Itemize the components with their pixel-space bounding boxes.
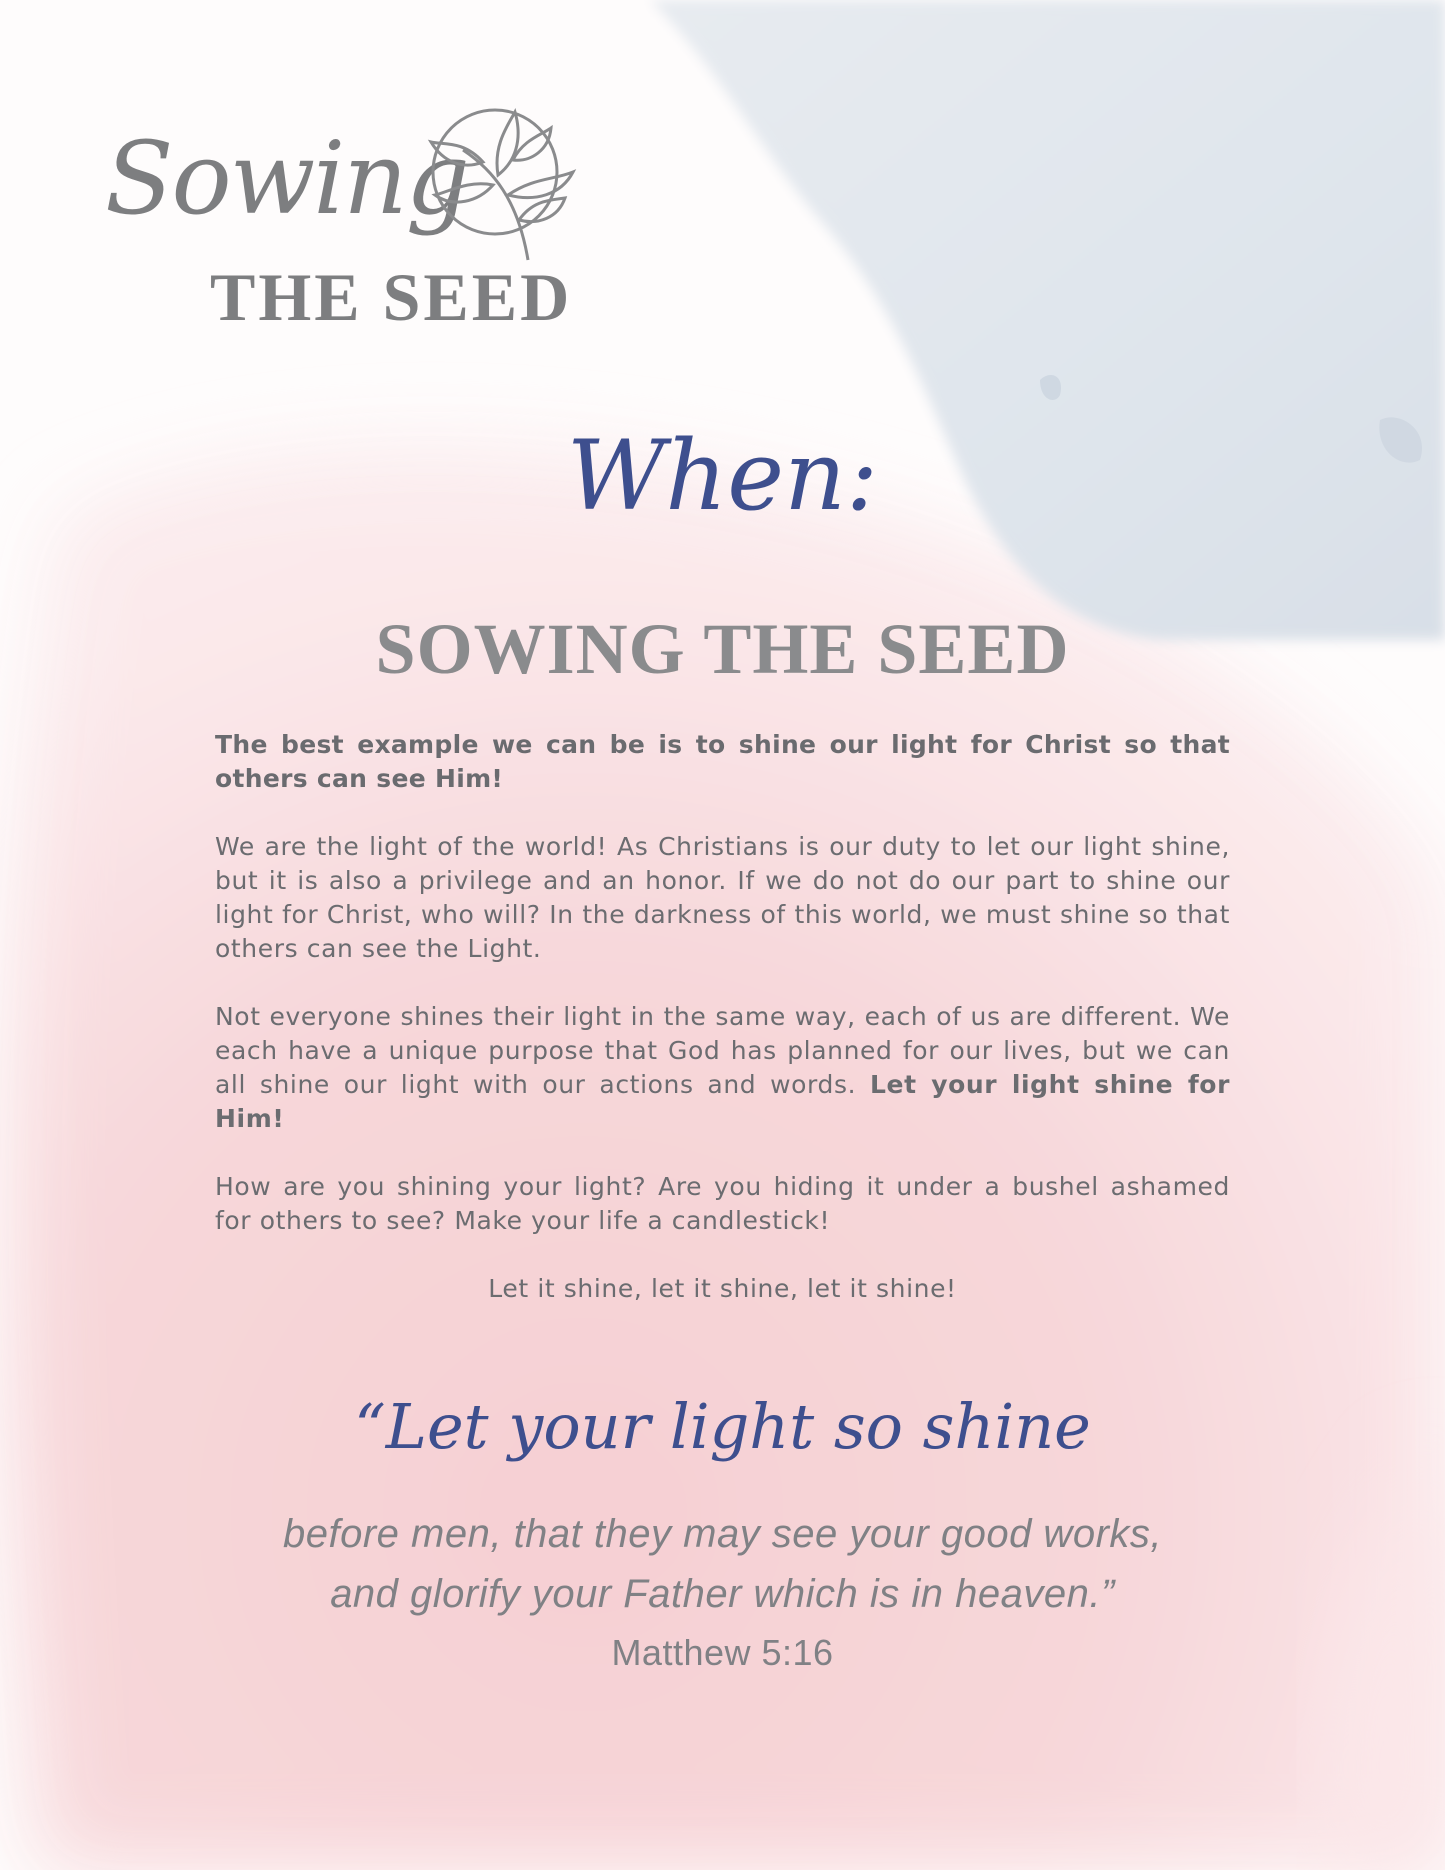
- verse-line-2: and glorify your Father which is in heaven.”: [330, 1572, 1115, 1616]
- verse-line-1: before men, that they may see your good works,: [283, 1512, 1162, 1556]
- body-text: [215, 728, 1230, 1340]
- paragraph-2-bold: Let your light shine for Him!: [215, 1070, 1231, 1133]
- logo-script-text: Sowing: [105, 120, 468, 237]
- leaf-branch-circle-icon: [423, 100, 583, 270]
- verse-script-line: “Let your light so shine: [354, 1390, 1091, 1463]
- when-script-heading: When:: [566, 420, 879, 532]
- logo-title-text: THE SEED: [210, 259, 573, 335]
- sowing-the-seed-logo: [105, 100, 605, 340]
- page-title: SOWING THE SEED: [375, 609, 1070, 689]
- paragraph-2-text: Not everyone shines their light in the same way, each of us are different. We each have a unique purpose that God has planned for our lives, but we can all shine our light with our actions and words.: [215, 1002, 1230, 1099]
- paragraph-2: [215, 1000, 1230, 1136]
- lead-paragraph: The best example we can be is to shine our light for Christ so that others can see Him!: [215, 730, 1230, 793]
- verse-reference: Matthew 5:16: [611, 1632, 834, 1673]
- paragraph-1: We are the light of the world! As Christians is our duty to let our light shine, but it is also a privilege and an honor. If we do not do our part to shine our light for Christ, who will? In the darkness of this world, we must shine so that others can see the Light.: [215, 832, 1230, 963]
- paragraph-3: How are you shining your light? Are you hiding it under a bushel ashamed for others to see? Make your life a candlestick!: [215, 1172, 1230, 1235]
- closing-line: Let it shine, let it shine, let it shine!: [488, 1274, 957, 1303]
